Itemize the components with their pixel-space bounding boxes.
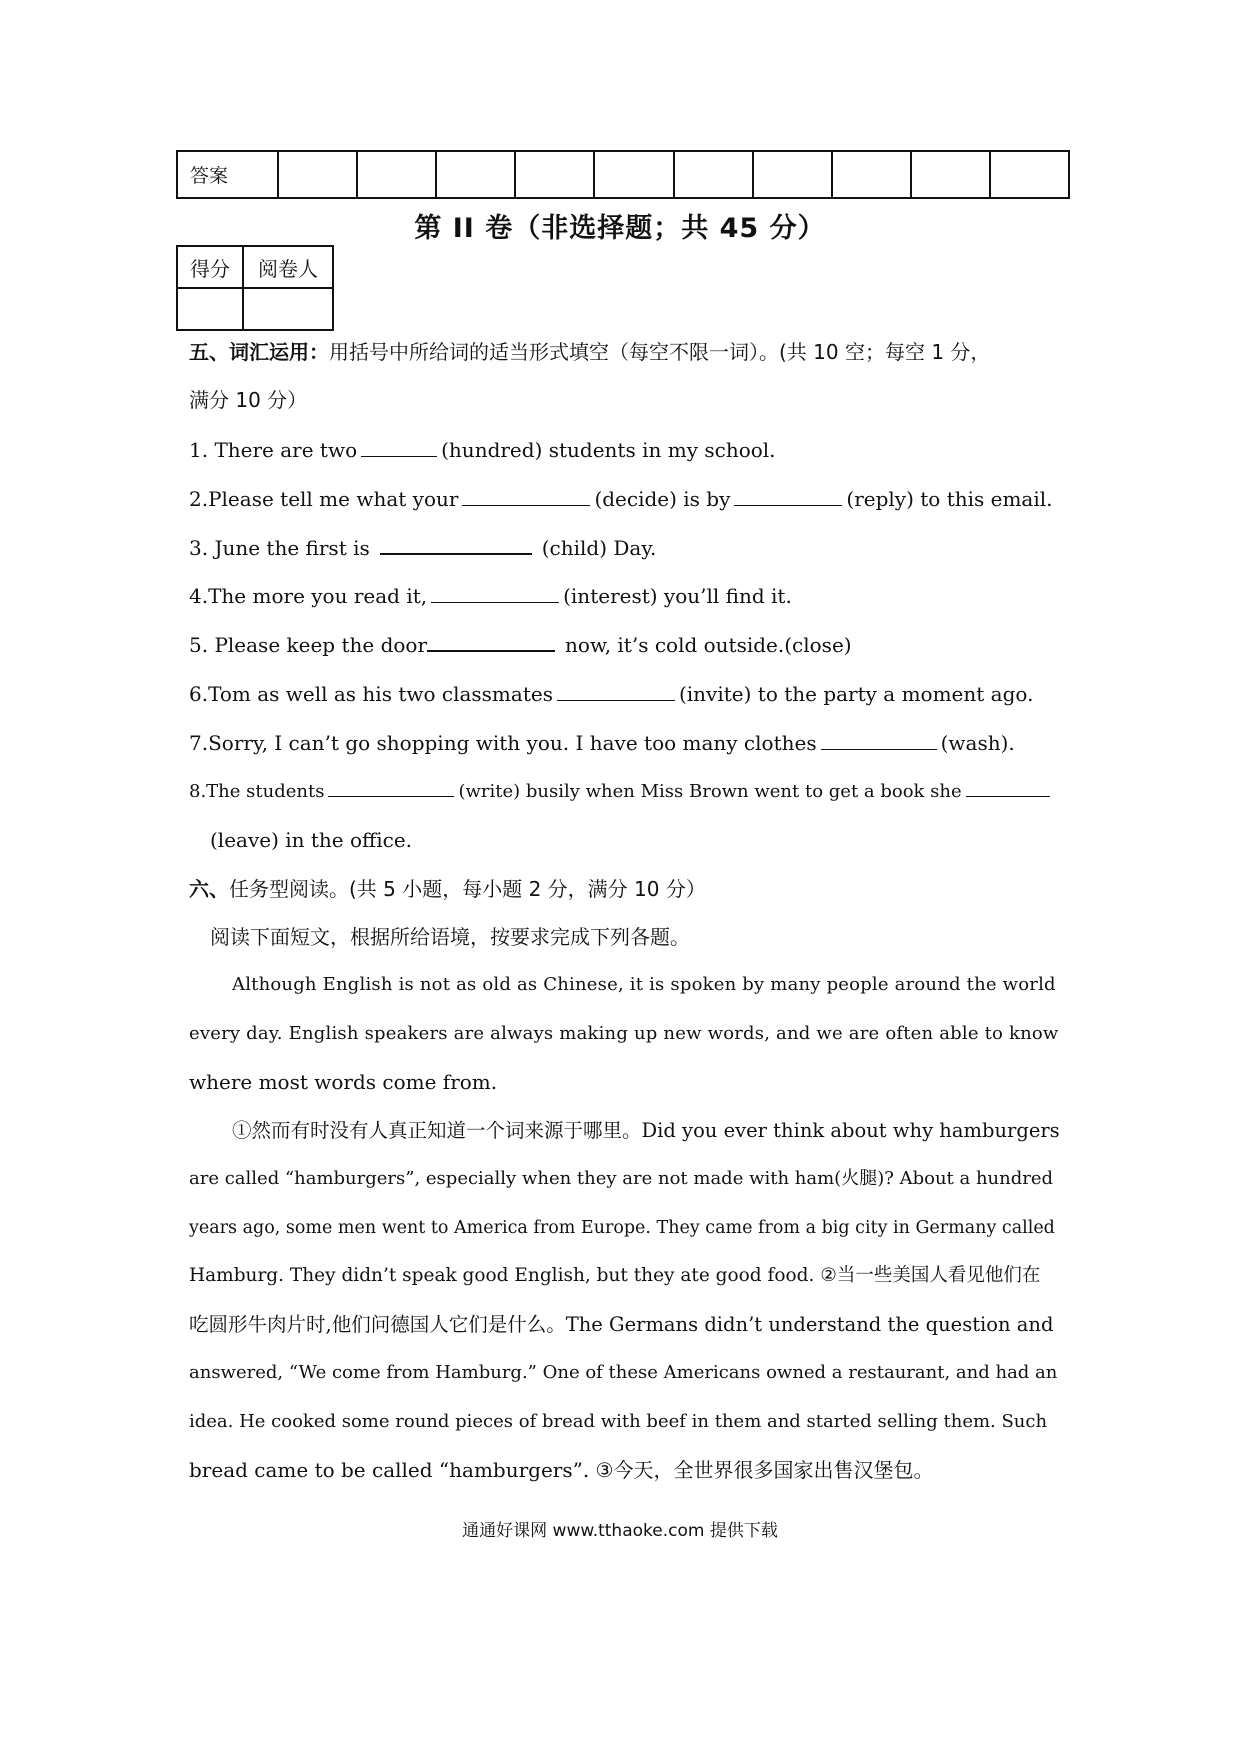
part5-title: 五、词汇运用： (189, 340, 329, 364)
passage-p2-l3: years ago, some men went to America from Europe. They came from a big city in Germany called (189, 1218, 1055, 1238)
q6-hint: (invite) to the party a moment ago. (678, 682, 1034, 706)
score-label: 得分 (177, 246, 243, 288)
answer-row (177, 151, 1069, 198)
question-3 (189, 535, 656, 561)
answer-cell[interactable] (832, 151, 911, 198)
score-cell[interactable] (177, 288, 243, 330)
question-8-cont: (leave) in the office. (210, 828, 413, 852)
part5-instruction: 用括号中所给词的适当形式填空（每空不限一词）。(共 10 空；每空 1 分， (329, 340, 991, 364)
q5-blank[interactable] (427, 632, 555, 652)
part6-title: 六、 (189, 877, 229, 901)
question-8 (189, 778, 1054, 805)
part6-subinstruction: 阅读下面短文，根据所给语境，按要求完成下列各题。 (210, 925, 690, 949)
question-6 (189, 681, 1033, 707)
passage-p1-l2: every day. English speakers are always making up new words, and we are often able to know (189, 1023, 1059, 1044)
grader-label: 阅卷人 (243, 246, 333, 288)
q7-text: 7.Sorry, I can’t go shopping with you. I have too many clothes (189, 731, 817, 755)
part6-heading (189, 876, 706, 902)
q8-blank-1[interactable] (328, 778, 454, 797)
grader-cell[interactable] (243, 288, 333, 330)
q2-hint-2: (reply) to this email. (846, 487, 1053, 511)
part5-heading (189, 339, 990, 365)
answer-cell[interactable] (911, 151, 990, 198)
q2-hint-1: (decide) is by (594, 487, 731, 511)
q3-hint: (child) Day. (541, 536, 657, 560)
q6-text: 6.Tom as well as his two classmates (189, 682, 553, 706)
q8-text: 8.The students (189, 781, 325, 802)
page-footer: 通通好课网 www.tthaoke.com 提供下载 (462, 1521, 778, 1541)
question-7 (189, 730, 1015, 756)
answer-label: 答案 (177, 151, 278, 198)
section-title: 第 II 卷（非选择题；共 45 分） (414, 213, 826, 244)
answer-cell[interactable] (674, 151, 753, 198)
question-1 (189, 437, 776, 463)
q7-blank[interactable] (821, 731, 937, 750)
passage-p2-l6: answered, “We come from Hamburg.” One of these Americans owned a restaurant, and had an (189, 1362, 1058, 1383)
passage-p2-l4: Hamburg. They didn’t speak good English, but they ate good food. ②当一些美国人看见他们在 (189, 1265, 1041, 1286)
q4-hint: (interest) you’ll find it. (563, 584, 792, 608)
question-2 (189, 486, 1053, 512)
part6-instruction: 任务型阅读。(共 5 小题，每小题 2 分，满分 10 分） (229, 877, 706, 901)
question-4 (189, 583, 792, 609)
q4-text: 4.The more you read it, (189, 584, 428, 608)
q8-hint-1: (write) busily when Miss Brown went to get a book she (458, 781, 962, 802)
q2-blank-2[interactable] (734, 487, 842, 506)
answer-cell[interactable] (357, 151, 436, 198)
q6-blank[interactable] (557, 682, 675, 701)
q4-blank[interactable] (431, 584, 559, 603)
answer-cell[interactable] (515, 151, 594, 198)
passage-p2-l7: idea. He cooked some round pieces of bread with beef in them and started selling them. Such (189, 1411, 1048, 1432)
passage-p1-l3: where most words come from. (189, 1070, 498, 1094)
q7-hint: (wash). (940, 731, 1015, 755)
q2-blank-1[interactable] (462, 487, 590, 506)
passage-p2-l5: 吃圆形牛肉片时,他们问德国人它们是什么。The Germans didn’t understand the question and (189, 1313, 1054, 1336)
q3-text: 3. June the first is (189, 536, 370, 560)
passage-p2-l2: are called “hamburgers”, especially when they are not made with ham(火腿)? About a hundred (189, 1168, 1054, 1189)
q1-hint: (hundred) students in my school. (441, 438, 776, 462)
q8-blank-2[interactable] (966, 778, 1050, 797)
q2-text: 2.Please tell me what your (189, 487, 459, 511)
part5-instruction-cont: 满分 10 分） (189, 388, 308, 412)
passage-p2-l8: bread came to be called “hamburgers”. ③今天，全世界很多国家出售汉堡包。 (189, 1458, 934, 1482)
q5-hint: now, it’s cold outside.(close) (565, 633, 852, 657)
answer-cell[interactable] (594, 151, 673, 198)
q3-blank[interactable] (380, 535, 532, 555)
question-5 (189, 632, 852, 658)
q1-text: 1. There are two (189, 438, 358, 462)
answer-cell[interactable] (278, 151, 357, 198)
score-box (176, 245, 334, 331)
answer-table (176, 150, 1070, 199)
passage-p2-l1: ①然而有时没有人真正知道一个词来源于哪里。Did you ever think about why hamburgers (232, 1119, 1060, 1142)
answer-cell[interactable] (990, 151, 1069, 198)
q1-blank[interactable] (361, 438, 437, 457)
q5-text: 5. Please keep the door (189, 633, 428, 657)
answer-cell[interactable] (753, 151, 832, 198)
passage-p1-l1: Although English is not as old as Chinese, it is spoken by many people around the world (232, 974, 1056, 995)
answer-cell[interactable] (436, 151, 515, 198)
